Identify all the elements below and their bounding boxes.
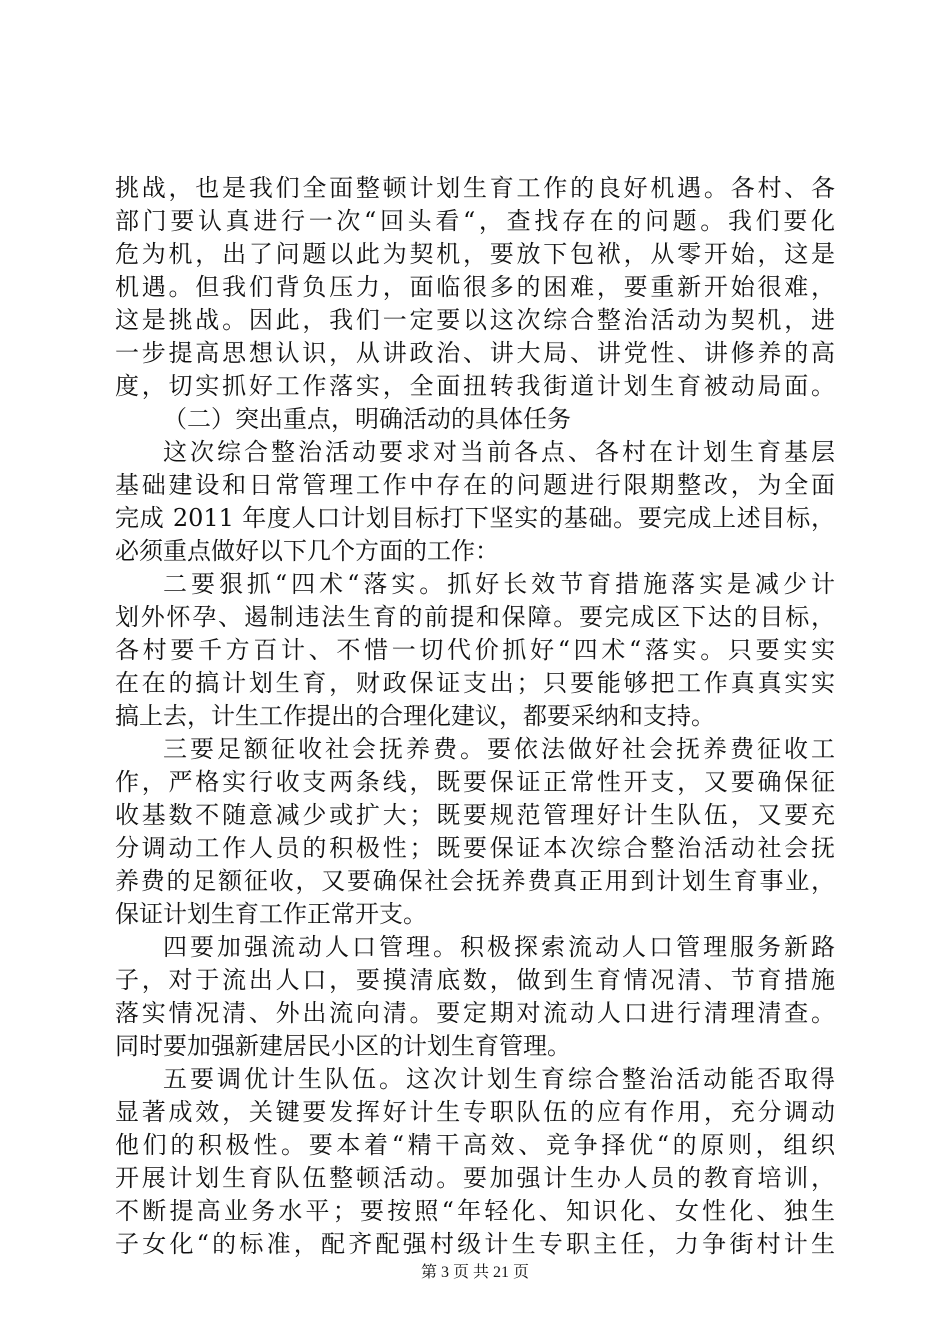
text-line: 部门要认真进行一次“回头看“，查找存在的问题。我们要化 (115, 207, 835, 235)
text-line: 作，严格实行收支两条线，既要保证正常性开支，又要确保征 (115, 768, 835, 796)
text-line: 完成 2011 年度人口计划目标打下坚实的基础。要完成上述目标， (115, 504, 835, 532)
text-line: 二要狠抓“四术“落实。抓好长效节育措施落实是减少计 (163, 570, 835, 598)
text-line: 显著成效，关键要发挥好计生专职队伍的应有作用，充分调动 (115, 1098, 835, 1126)
text-line: 开展计划生育队伍整顿活动。要加强计生办人员的教育培训， (115, 1164, 835, 1192)
text-line: 收基数不随意减少或扩大；既要规范管理好计生队伍，又要充 (115, 801, 835, 829)
text-line: 子女化“的标准，配齐配强村级计生专职主任，力争街村计生 (115, 1230, 835, 1258)
text-line: 度，切实抓好工作落实，全面扭转我街道计划生育被动局面。 (115, 372, 835, 400)
text-line: 四要加强流动人口管理。积极探索流动人口管理服务新路 (163, 933, 835, 961)
text-line: 基础建设和日常管理工作中存在的问题进行限期整改，为全面 (115, 471, 835, 499)
text-line: 这是挑战。因此，我们一定要以这次综合整治活动为契机，进 (115, 306, 835, 334)
text-line: 三要足额征收社会抚养费。要依法做好社会抚养费征收工 (163, 735, 835, 763)
text-line: 在在的搞计划生育，财政保证支出；只要能够把工作真真实实 (115, 669, 835, 697)
page-number-footer: 第 3 页 共 21 页 (420, 1264, 529, 1281)
text-line: 这次综合整治活动要求对当前各点、各村在计划生育基层 (163, 438, 835, 466)
text-line: 他们的积极性。要本着“精干高效、竞争择优“的原则，组织 (115, 1131, 835, 1159)
text-line: 五要调优计生队伍。这次计划生育综合整治活动能否取得 (163, 1065, 835, 1093)
text-line: 一步提高思想认识，从讲政治、讲大局、讲党性、讲修养的高 (115, 339, 835, 367)
text-line: 同时要加强新建居民小区的计划生育管理。 (115, 1032, 571, 1060)
text-line: 各村要千方百计、不惜一切代价抓好“四术“落实。只要实实 (115, 636, 835, 664)
text-line: 分调动工作人员的积极性；既要保证本次综合整治活动社会抚 (115, 834, 835, 862)
text-line: 挑战，也是我们全面整顿计划生育工作的良好机遇。各村、各 (115, 174, 835, 202)
text-line: 必须重点做好以下几个方面的工作： (115, 537, 499, 565)
text-line: 不断提高业务水平；要按照“年轻化、知识化、女性化、独生 (115, 1197, 835, 1225)
text-line: 机遇。但我们背负压力，面临很多的困难，要重新开始很难， (115, 273, 835, 301)
section-heading: （二）突出重点，明确活动的具体任务 (163, 405, 571, 433)
text-line: 保证计划生育工作正常开支。 (115, 900, 427, 928)
text-line: 搞上去，计生工作提出的合理化建议，都要采纳和支持。 (115, 702, 715, 730)
text-line: 划外怀孕、遏制违法生育的前提和保障。要完成区下达的目标， (115, 603, 835, 631)
text-line: 养费的足额征收，又要确保社会抚养费真正用到计划生育事业， (115, 867, 835, 895)
text-line: 危为机，出了问题以此为契机，要放下包袱，从零开始，这是 (115, 240, 835, 268)
document-body (115, 172, 835, 1261)
text-line: 落实情况清、外出流向清。要定期对流动人口进行清理清查。 (115, 999, 835, 1027)
text-line: 子，对于流出人口，要摸清底数，做到生育情况清、节育措施 (115, 966, 835, 994)
